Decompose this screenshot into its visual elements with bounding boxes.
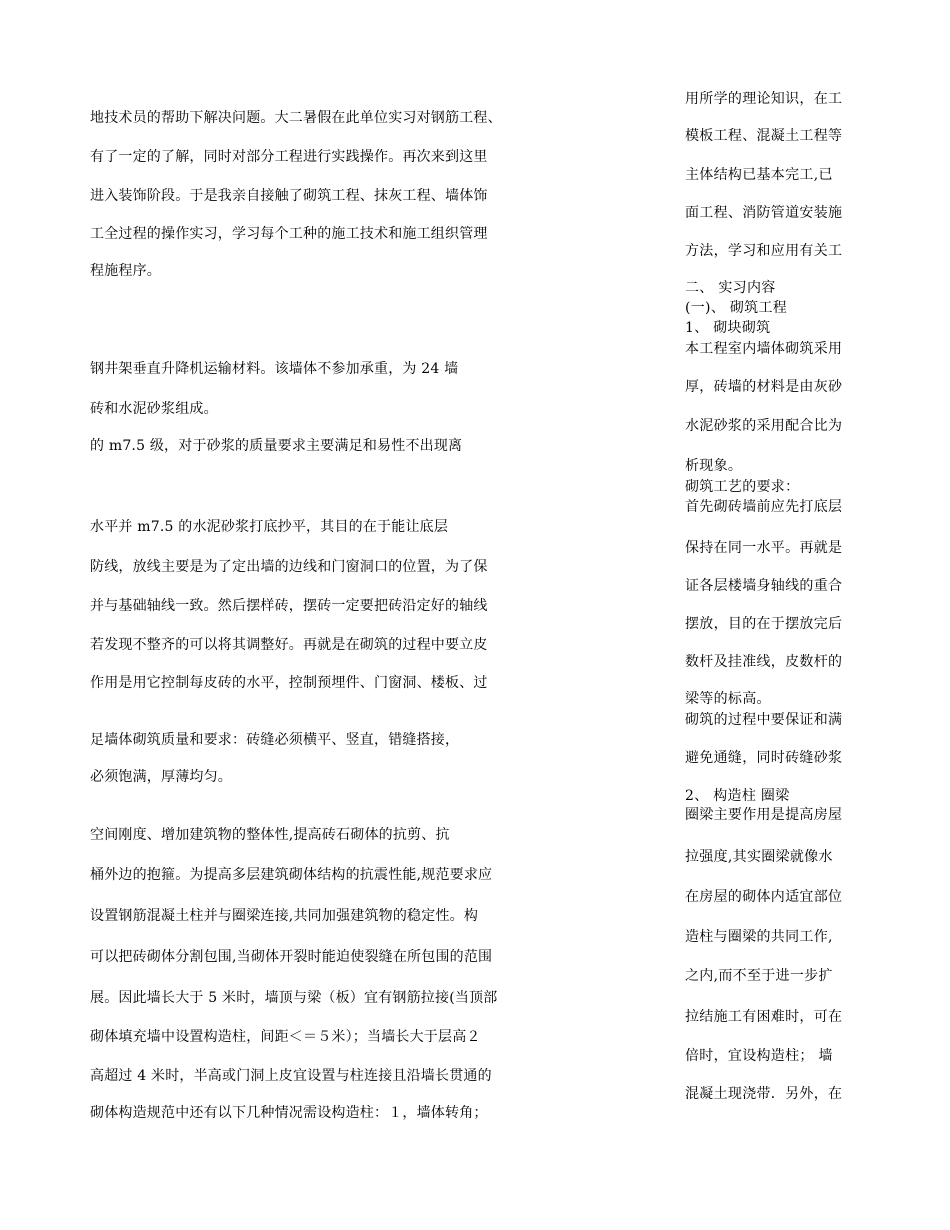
text-line: 在房屋的砌体内适宜部位	[685, 889, 843, 905]
text-line: 水泥砂浆的采用配合比为	[685, 418, 843, 434]
text-line: 首先砌砖墙前应先打底层	[685, 499, 843, 515]
text-line: 展。因此墙长大于 5 米时，墙顶与梁（板）宜有钢筋拉接(当顶部	[90, 990, 498, 1006]
section-heading: (一)、 砌筑工程	[685, 300, 788, 316]
text-line: 可以把砖砌体分割包围,当砌体开裂时能迫使裂缝在所包围的范围	[90, 949, 493, 965]
text-line: 设置钢筋混凝土柱并与圈梁连接,共同加强建筑物的稳定性。构	[90, 908, 479, 924]
text-line: 桶外边的抱箍。为提高多层建筑砌体结构的抗震性能,规范要求应	[90, 867, 493, 883]
text-line: 工全过程的操作实习，学习每个工种的施工技术和施工组织管理	[90, 226, 488, 242]
section-heading: 2、 构造柱 圈梁	[685, 788, 790, 804]
text-line: 方法，学习和应用有关工	[685, 243, 843, 259]
text-line: 主体结构已基本完工,已	[685, 167, 833, 183]
text-line: 水平并 m7.5 的水泥砂浆打底抄平，其目的在于能让底层	[90, 519, 449, 535]
text-line: 避免通缝，同时砖缝砂浆	[685, 750, 843, 766]
text-line: 圈梁主要作用是提高房屋	[685, 807, 843, 823]
text-line: 用所学的理论知识，在工	[685, 91, 843, 107]
text-line: 析现象。	[685, 458, 743, 474]
text-line: 模板工程、混凝土工程等	[685, 128, 843, 144]
text-line: 厚，砖墙的材料是由灰砂	[685, 379, 843, 395]
text-line: 有了一定的了解，同时对部分工程进行实践操作。再次来到这里	[90, 149, 488, 165]
text-line: 高超过 4 米时，半高或门洞上皮宜设置与柱连接且沿墙长贯通的	[90, 1068, 492, 1084]
text-line: 拉强度,其实圈梁就像水	[685, 849, 833, 865]
text-line: 拉结施工有困难时，可在	[685, 1009, 843, 1025]
text-line: 数杆及挂准线，皮数杆的	[685, 654, 843, 670]
text-line: 梁等的标高。	[685, 691, 771, 707]
text-line: 地技术员的帮助下解决问题。大二暑假在此单位实习对钢筋工程、	[90, 110, 502, 126]
text-line: 倍时，宜设构造柱； 墙	[685, 1048, 833, 1064]
section-heading: 1、 砌块砌筑	[685, 320, 771, 336]
text-line: 防线，放线主要是为了定出墙的边线和门窗洞口的位置，为了保	[90, 559, 488, 575]
text-line: 若发现不整齐的可以将其调整好。再就是在砌筑的过程中要立皮	[90, 637, 488, 653]
text-line: 必须饱满，厚薄均匀。	[90, 769, 232, 785]
text-line: 保持在同一水平。再就是	[685, 540, 843, 556]
text-line: 足墙体砌筑质量和要求：砖缝必须横平、竖直，错缝搭接，	[90, 732, 460, 748]
text-line: 的 m7.5 级，对于砂浆的质量要求主要满足和易性不出现离	[90, 438, 463, 454]
text-line: 面工程、消防管道安装施	[685, 205, 843, 221]
text-line: 进入装饰阶段。于是我亲自接触了砌筑工程、抹灰工程、墙体饰	[90, 188, 488, 204]
text-line: 程施程序。	[90, 263, 161, 279]
text-line: 混凝土现浇带．另外，在	[685, 1086, 843, 1102]
text-line: 本工程室内墙体砌筑采用	[685, 341, 843, 357]
text-line: 砌筑工艺的要求：	[685, 479, 800, 495]
text-line: 钢井架垂直升降机运输材料。该墙体不参加承重，为 24 墙	[90, 361, 459, 377]
text-line: 造柱与圈梁的共同工作,	[685, 929, 833, 945]
text-line: 砌体构造规范中还有以下几种情况需设构造柱：１，墙体转角；	[90, 1105, 488, 1121]
text-line: 砌筑的过程中要保证和满	[685, 712, 843, 728]
section-heading: 二、 实习内容	[685, 280, 776, 296]
text-line: 摆放，目的在于摆放完后	[685, 616, 843, 632]
text-line: 证各层楼墙身轴线的重合	[685, 578, 843, 594]
text-line: 作用是用它控制每皮砖的水平，控制预埋件、门窗洞、楼板、过	[90, 675, 488, 691]
text-line: 砖和水泥砂浆组成。	[90, 401, 218, 417]
text-line: 之内,而不至于进一步扩	[685, 968, 833, 984]
text-line: 空间刚度、增加建筑物的整体性,提高砖石砌体的抗剪、抗	[90, 827, 450, 843]
text-line: 并与基础轴线一致。然后摆样砖，摆砖一定要把砖沿定好的轴线	[90, 598, 488, 614]
text-line: 砌体填充墙中设置构造柱，间距＜＝５米）；当墙长大于层高２	[90, 1029, 481, 1045]
